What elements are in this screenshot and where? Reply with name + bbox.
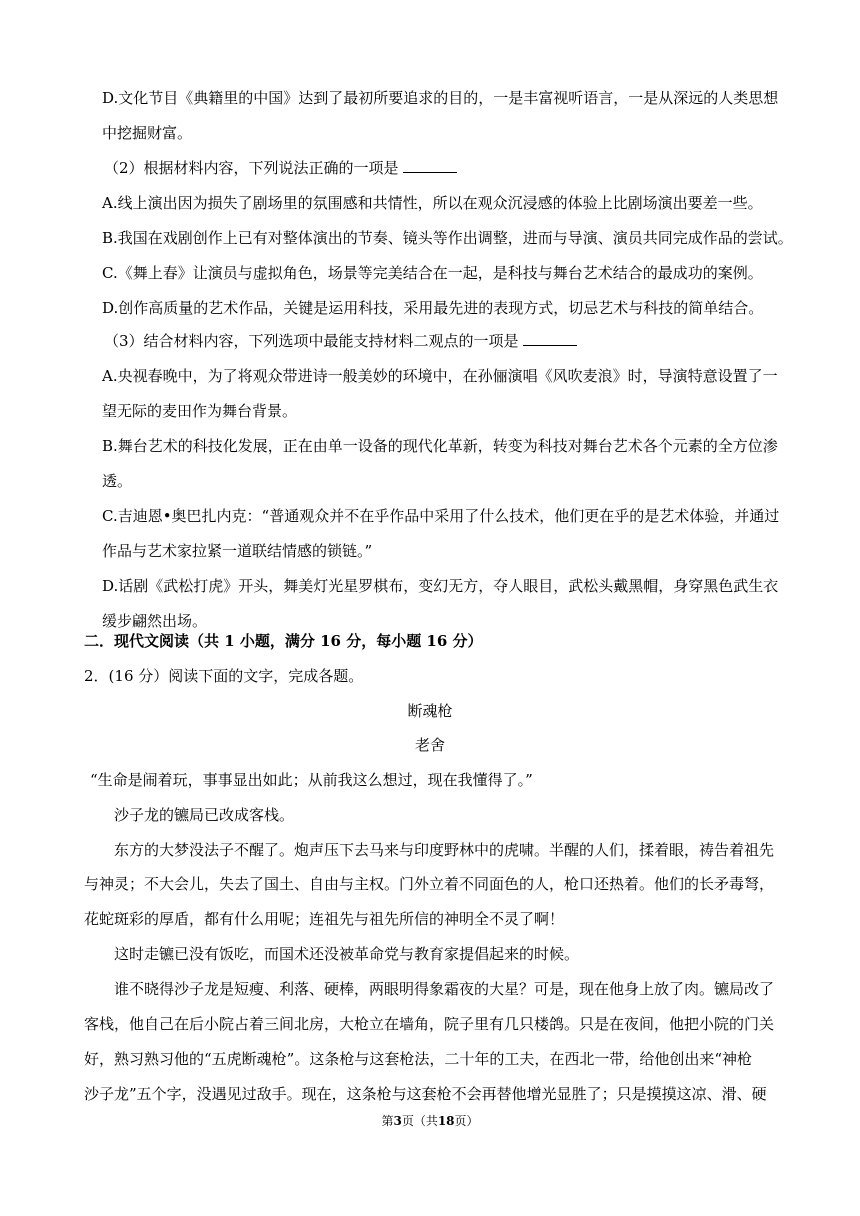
paragraph-3-line-3: 花蛇斑彩的厚盾，都有什么用呢；连祖先与祖先所信的神明全不灵了啊！	[84, 910, 565, 928]
paragraph-4: 这时走镳已没有饭吃，而国术还没被革命党与教育家提倡起来的时候。	[114, 945, 580, 963]
paragraph-5-line-3: 好，熟习熟习他的“五虎断魂枪”。这条枪与这套枪法，二十年的工夫，在西北一带，给他创出来“神枪	[84, 1050, 753, 1068]
answer-blank	[523, 331, 577, 346]
question-3-text: （3）结合材料内容，下列选项中最能支持材料二观点的一项是	[104, 332, 519, 350]
article-author: 老舍	[414, 736, 445, 754]
paragraph-5-line-4: 沙子龙”五个字，没遇见过敌手。现在，这条枪与这套枪不会再替他增光显胜了；只是摸摸这凉、滑、硬	[84, 1085, 767, 1103]
page-footer	[0, 1113, 860, 1129]
footer-page-number: 3	[393, 1114, 402, 1128]
option-b: B.我国在戏剧创作上已有对整体演出的节奏、镜头等作出调整，进而与导演、演员共同完成作品的尝试。	[102, 229, 793, 247]
option-a-line-1: A.央视春晚中，为了将观众带进诗一般美妙的环境中，在孙俪演唱《风吹麦浪》时，导演特意设置了一	[102, 367, 778, 385]
question-2-text: （2）根据材料内容，下列说法正确的一项是	[104, 159, 399, 177]
option-c-line-2: 作品与艺术家拉紧一道联结情感的锁链。”	[102, 542, 373, 560]
paragraph-2: 沙子龙的镳局已改成客栈。	[114, 806, 295, 824]
option-c: C.《舞上春》让演员与虚拟角色，场景等完美结合在一起，是科技与舞台艺术结合的最成功的案例。	[102, 264, 763, 282]
paragraph-5-line-1: 谁不晓得沙子龙是短瘦、利落、硬棒，两眼明得象霜夜的大星？可是，现在他身上放了肉。镳局改了	[114, 980, 775, 998]
option-d-line-1: D.文化节目《典籍里的中国》达到了最初所要追求的目的，一是丰富视听语言，一是从深远的人类思想	[102, 89, 779, 107]
option-d-line-1: D.话剧《武松打虎》开头，舞美灯光星罗棋布，变幻无方，夺人眼目，武松头戴黑帽，身穿黑色武生衣	[102, 577, 779, 595]
section-heading: 二．现代文阅读（共 1 小题，满分 16 分，每小题 16 分）	[84, 632, 483, 650]
option-d-line-2: 中挖掘财富。	[102, 124, 193, 142]
option-a-line-2: 望无际的麦田作为舞台背景。	[102, 402, 298, 420]
paragraph-1: “生命是闹着玩，事事显出如此；从前我这么想过，现在我懂得了。”	[90, 771, 533, 789]
question-heading: 2．(16 分）阅读下面的文字，完成各题。	[84, 667, 364, 685]
option-a: A.线上演出因为损失了剧场里的氛围感和共情性，所以在观众沉浸感的体验上比剧场演出要差一些。	[102, 194, 763, 212]
option-d: D.创作高质量的艺术作品，关键是运用科技，采用最先进的表现方式，切忌艺术与科技的简单结合。	[102, 299, 764, 317]
paragraph-3-line-1: 东方的大梦没法子不醒了。炮声压下去马来与印度野林中的虎啸。半醒的人们，揉着眼，祷告着祖先	[114, 841, 775, 859]
paragraph-5-line-2: 客栈，他自己在后小院占着三间北房，大枪立在墙角，院子里有几只楼鸽。只是在夜间，他把小院的门关	[84, 1015, 775, 1033]
footer-total-pages: 18	[437, 1114, 455, 1128]
paragraph-3-line-2: 与神灵；不大会儿，失去了国土、自由与主权。门外立着不同面色的人，枪口还热着。他们的长矛毒弩，	[84, 875, 775, 893]
option-d-line-2: 缓步翩然出场。	[102, 612, 208, 630]
article-title: 断魂枪	[407, 702, 453, 720]
question-2-prompt	[104, 158, 457, 178]
answer-blank	[403, 158, 457, 173]
option-b-line-2: 透。	[102, 472, 133, 490]
option-c-line-1: C.吉迪恩•奥巴扎内克：“普通观众并不在乎作品中采用了什么技术，他们更在乎的是艺术体验，并通过	[102, 507, 780, 525]
footer-mid: 页（共	[401, 1114, 438, 1128]
question-3-prompt	[104, 331, 577, 351]
footer-prefix: 第	[381, 1114, 394, 1128]
option-b-line-1: B.舞台艺术的科技化发展，正在由单一设备的现代化革新，转变为科技对舞台艺术各个元素的全方位渗	[102, 437, 778, 455]
footer-suffix: 页）	[454, 1114, 479, 1128]
